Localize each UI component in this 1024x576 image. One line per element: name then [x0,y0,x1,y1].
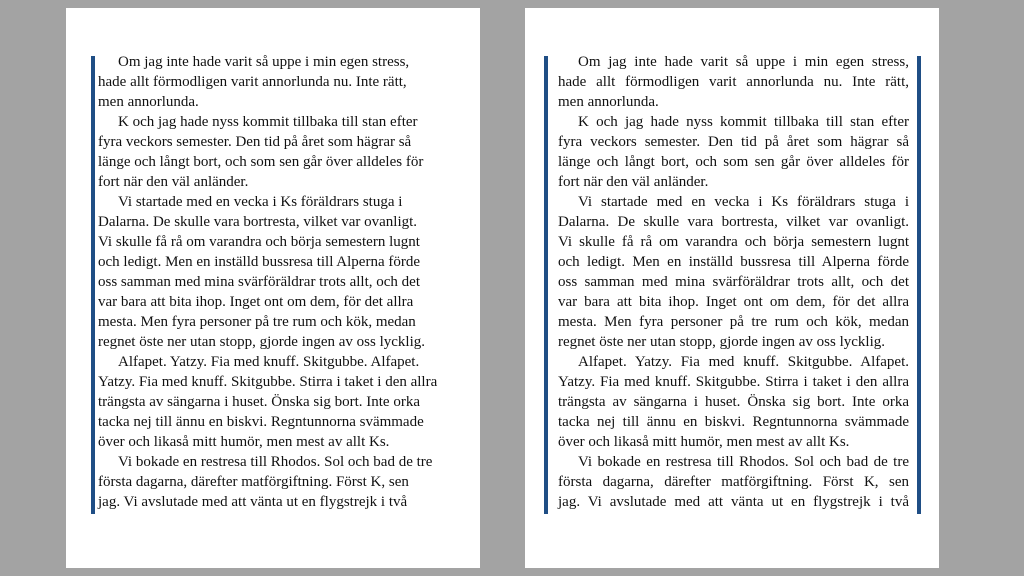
text-line: länge och långt bort, och som sen går över alldeles för [98,154,424,170]
text-line: Vi startade med en vecka i Ks föräldrars stuga i [578,194,909,210]
text-line: trängsta av sängarna i huset. Önska sig bort. Inte orka [558,394,909,410]
text-line: fyra veckors semester. Den tid på året som hägrar så [558,134,909,150]
text-line: över och likaså mitt humör, men mest av allt Ks. [98,434,390,450]
page-right-justified [525,8,939,568]
text-line: Yatzy. Fia med knuff. Skitgubbe. Stirra i taket i den allra [558,374,909,390]
text-line: mesta. Men fyra personer på tre rum och kök, medan [558,314,909,330]
text-line: första dagarna, därefter matförgiftning. Först K, sen [558,474,909,490]
text-line: Vi startade med en vecka i Ks föräldrars stuga i [118,194,403,210]
left-margin-rule [544,56,548,514]
text-line: trängsta av sängarna i huset. Önska sig bort. Inte orka [98,394,420,410]
right-margin-rule [917,56,921,514]
text-line: hade allt förmodligen varit annorlunda nu. Inte rätt, [98,74,407,90]
text-line: Om jag inte hade varit så uppe i min egen stress, [578,54,909,70]
text-line: men annorlunda. [558,94,659,110]
text-line: fort när den väl anländer. [98,174,249,190]
text-line: Vi skulle få rå om varandra och börja semestern lugnt [558,234,909,250]
text-line: Dalarna. De skulle vara bortresta, vilket var ovanligt. [98,214,418,230]
text-line: Vi bokade en restresa till Rhodos. Sol och bad de tre [118,454,433,470]
text-line: regnet öste ner utan stopp, gjorde ingen av oss lycklig. [558,334,886,350]
text-line: fort när den väl anländer. [558,174,709,190]
text-line: och ledigt. Men en inställd bussresa till Alperna förde [558,254,909,270]
text-line: Vi bokade en restresa till Rhodos. Sol och bad de tre [578,454,909,470]
text-line: tacka nej till ännu en biskvi. Regntunnorna svämmade [98,414,424,430]
text-line: över och likaså mitt humör, men mest av allt Ks. [558,434,850,450]
text-line: regnet öste ner utan stopp, gjorde ingen av oss lycklig. [98,334,426,350]
text-line: jag. Vi avslutade med att vänta ut en flygstrejk i två [98,494,408,510]
text-line: Yatzy. Fia med knuff. Skitgubbe. Stirra i taket i den allra [98,374,438,390]
body-text-ragged [98,52,454,512]
text-line: Alfapet. Yatzy. Fia med knuff. Skitgubbe. Alfapet. [578,354,909,370]
left-margin-rule [91,56,95,514]
text-line: Vi skulle få rå om varandra och börja semestern lugnt [98,234,420,250]
page-left-ragged [66,8,480,568]
text-line: Dalarna. De skulle vara bortresta, vilket var ovanligt. [558,214,909,230]
text-line: var bara att bita ihop. Inget ont om dem, för det allra [98,294,414,310]
text-line: fyra veckors semester. Den tid på året som hägrar så [98,134,412,150]
text-line: men annorlunda. [98,94,199,110]
body-text-justified [558,52,909,512]
text-line: K och jag hade nyss kommit tillbaka till stan efter [118,114,418,130]
text-line: Om jag inte hade varit så uppe i min egen stress, [118,54,410,70]
text-line: länge och långt bort, och som sen går över alldeles för [558,154,909,170]
text-line: första dagarna, därefter matförgiftning. Först K, sen [98,474,409,490]
text-line: hade allt förmodligen varit annorlunda nu. Inte rätt, [558,74,909,90]
text-line: och ledigt. Men en inställd bussresa till Alperna förde [98,254,421,270]
text-line: jag. Vi avslutade med att vänta ut en flygstrejk i två [558,494,909,510]
text-line: K och jag hade nyss kommit tillbaka till stan efter [578,114,909,130]
text-line: oss samman med mina svärföräldrar trots allt, och det [98,274,420,290]
text-line: mesta. Men fyra personer på tre rum och kök, medan [98,314,416,330]
text-line: tacka nej till ännu en biskvi. Regntunnorna svämmade [558,414,909,430]
text-line: oss samman med mina svärföräldrar trots allt, och det [558,274,909,290]
text-line: Alfapet. Yatzy. Fia med knuff. Skitgubbe. Alfapet. [118,354,420,370]
text-line: var bara att bita ihop. Inget ont om dem, för det allra [558,294,909,310]
